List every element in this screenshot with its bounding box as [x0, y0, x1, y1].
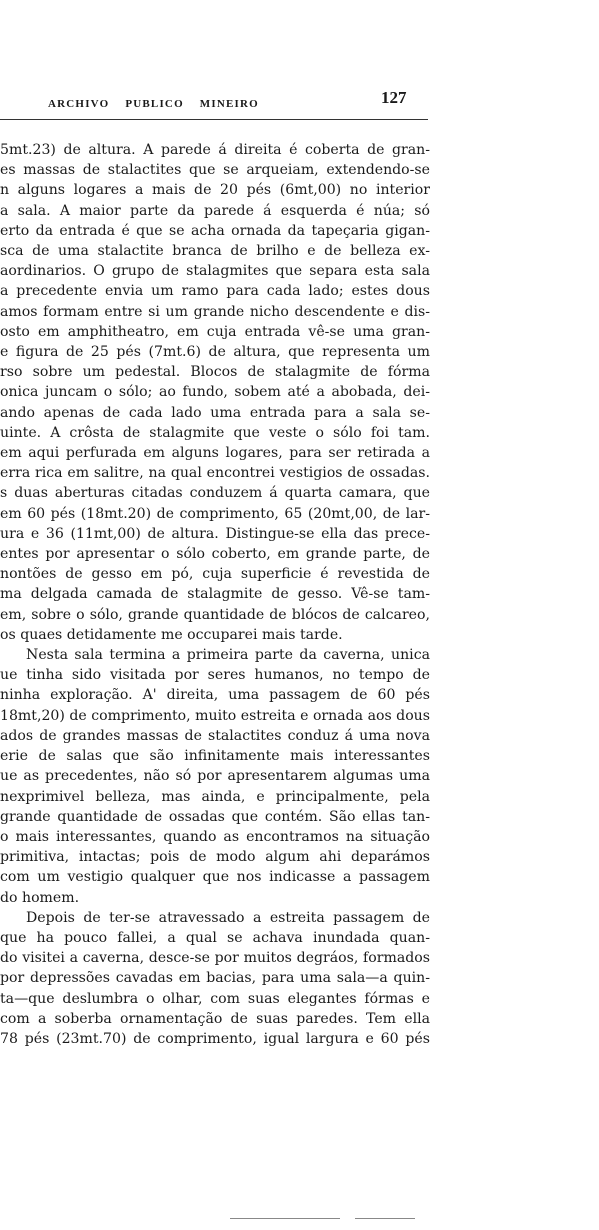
- text-line: com a soberba ornamentação de suas paredes. Tem ella: [0, 1010, 430, 1027]
- text-line: erto da entrada é que se acha ornada da tapeçaria gigan-: [0, 222, 430, 239]
- text-line: es massas de stalactites que se arqueiam, extendendo-se: [0, 162, 430, 179]
- text-line: do visitei a caverna, desce-se por muitos degráos, formados: [0, 950, 430, 967]
- running-header: [48, 98, 271, 110]
- running-header-word: MINEIRO: [199, 98, 259, 110]
- text-line: primitiva, intactas; pois de modo algum ahi deparámos: [0, 849, 430, 866]
- text-line: os quaes detidamente me occuparei mais tarde.: [0, 626, 343, 643]
- text-line: erie de salas que são infinitamente mais interessantes: [0, 748, 430, 765]
- header-rule: [0, 119, 428, 120]
- text-line: ma delgada camada de stalagmite de gesso. Vê-se tam-: [0, 586, 430, 603]
- page-number: 127: [381, 88, 407, 107]
- text-line: 78 pés (23mt.70) de comprimento, igual largura e 60 pés: [0, 1030, 430, 1047]
- text-line: nexprimivel belleza, mas ainda, e principalmente, pela: [0, 788, 430, 805]
- text-line: sca de uma stalactite branca de brilho e de belleza ex-: [0, 243, 430, 260]
- text-line: ura e 36 (11mt,00) de altura. Distingue-se ella das prece-: [0, 525, 430, 542]
- text-line: onica juncam o sólo; ao fundo, sobem até a abobada, dei-: [0, 384, 430, 401]
- text-line: n alguns logares a mais de 20 pés (6mt,00) no interior: [0, 182, 430, 199]
- text-line: em aqui perfurada em alguns logares, para ser retirada a: [0, 445, 430, 462]
- text-line: ta—que deslumbra o olhar, com suas elegantes fórmas e: [0, 990, 430, 1007]
- text-line: 5mt.23) de altura. A parede á direita é coberta de gran-: [0, 142, 430, 158]
- text-line: uinte. A crôsta de stalagmite que veste o sólo foi tam.: [0, 424, 430, 441]
- text-line: amos formam entre si um grande nicho descendente e dis-: [0, 303, 430, 320]
- text-line: Nesta sala termina a primeira parte da caverna, unica: [26, 647, 430, 664]
- bottom-rule: [355, 1218, 415, 1219]
- text-line: em 60 pés (18mt.20) de comprimento, 65 (20mt,00, de lar-: [0, 505, 430, 522]
- text-line: que ha pouco fallei, a qual se achava inundada quan-: [0, 929, 430, 946]
- text-line: rso sobre um pedestal. Blocos de stalagmite de fórma: [0, 364, 430, 381]
- text-line: com um vestigio qualquer que nos indicasse a passagem: [0, 869, 430, 886]
- text-line: ados de grandes massas de stalactites conduz á uma nova: [0, 727, 430, 744]
- running-header-word: PUBLICO: [125, 98, 184, 110]
- text-line: ue tinha sido visitada por seres humanos, no tempo de: [0, 667, 430, 684]
- text-line: ando apenas de cada lado uma entrada para a sala se-: [0, 404, 430, 421]
- text-line: ue as precedentes, não só por apresentarem algumas uma: [0, 768, 430, 785]
- text-line: entes por apresentar o sólo coberto, em grande parte, de: [0, 546, 430, 563]
- text-line: osto em amphitheatro, em cuja entrada vê-se uma gran-: [0, 323, 430, 340]
- text-line: aordinarios. O grupo de stalagmites que separa esta sala: [0, 263, 430, 280]
- text-line: 18mt,20) de comprimento, muito estreita e ornada aos dous: [0, 707, 430, 724]
- text-line: em, sobre o sólo, grande quantidade de blócos de calcareo,: [0, 606, 430, 623]
- text-line: o mais interessantes, quando as encontramos na situação: [0, 828, 430, 845]
- text-line: nontões de gesso em pó, cuja superficie é revestida de: [0, 566, 430, 583]
- text-line: erra rica em salitre, na qual encontrei vestigios de ossadas.: [0, 465, 430, 482]
- text-line: do homem.: [0, 889, 80, 906]
- text-line: grande quantidade de ossadas que contém. São ellas tan-: [0, 808, 430, 825]
- text-line: a precedente envia um ramo para cada lado; estes dous: [0, 283, 430, 300]
- text-line: por depressões cavadas em bacias, para uma sala—a quin-: [0, 970, 430, 987]
- running-header-word: ARCHIVO: [48, 98, 110, 110]
- body-text: [0, 140, 430, 1049]
- text-line: s duas aberturas citadas conduzem á quarta camara, que: [0, 485, 430, 502]
- bottom-rule: [230, 1218, 340, 1219]
- text-line: ninha exploração. A' direita, uma passagem de 60 pés: [0, 687, 430, 704]
- text-line: a sala. A maior parte da parede á esquerda é núa; só: [0, 202, 430, 219]
- text-line: e figura de 25 pés (7mt.6) de altura, que representa um: [0, 344, 430, 361]
- text-line: Depois de ter-se atravessado a estreita passagem de: [26, 909, 430, 926]
